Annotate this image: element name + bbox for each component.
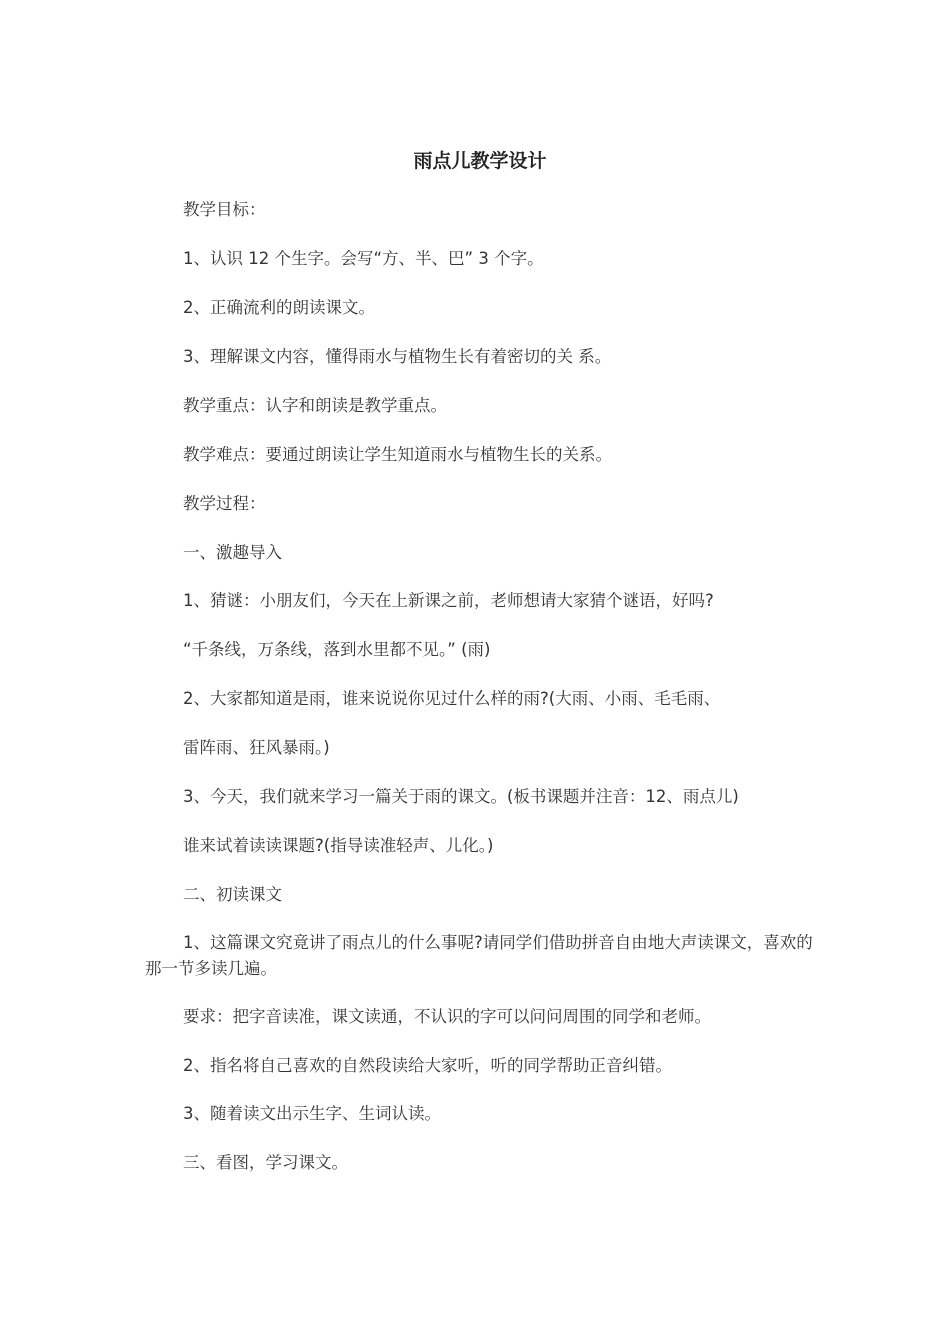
section-1-item-2: 2、大家都知道是雨，谁来说说你见过什么样的雨?(大雨、小雨、毛毛雨、 xyxy=(183,689,721,708)
section-1-item-2-cont: 雷阵雨、狂风暴雨。) xyxy=(183,738,330,757)
section-2-item-2: 2、指名将自己喜欢的自然段读给大家听，听的同学帮助正音纠错。 xyxy=(183,1056,672,1075)
section-3-heading: 三、看图，学习课文。 xyxy=(183,1153,348,1172)
section-1-item-3-cont: 谁来试着读读课题?(指导读准轻声、儿化。) xyxy=(183,836,494,855)
difficult-point: 教学难点：要通过朗读让学生知道雨水与植物生长的关系。 xyxy=(183,445,612,464)
objective-2: 2、正确流利的朗读课文。 xyxy=(183,298,375,317)
heading-process: 教学过程： xyxy=(183,494,266,513)
key-point: 教学重点：认字和朗读是教学重点。 xyxy=(183,396,447,415)
objective-1: 1、认识 12 个生字。会写“方、半、巴” 3 个字。 xyxy=(183,249,544,268)
section-2-heading: 二、初读课文 xyxy=(183,885,282,904)
section-1-item-1: 1、猜谜：小朋友们，今天在上新课之前，老师想请大家猜个谜语，好吗? xyxy=(183,591,714,610)
requirement: 要求：把字音读准，课文读通，不认识的字可以问问周围的同学和老师。 xyxy=(183,1007,711,1026)
section-2-item-1: 1、这篇课文究竟讲了雨点儿的什么事呢?请同学们借助拼音自由地大声读课文，喜欢的那一节多读几遍。 xyxy=(145,933,813,978)
heading-objectives: 教学目标： xyxy=(183,200,266,219)
riddle-text: “千条线，万条线，落到水里都不见。” (雨) xyxy=(183,640,491,659)
section-1-heading: 一、激趣导入 xyxy=(183,543,282,562)
objective-3: 3、理解课文内容，懂得雨水与植物生长有着密切的关 系。 xyxy=(183,347,612,366)
section-2-item-3: 3、随着读文出示生字、生词认读。 xyxy=(183,1104,441,1123)
document-title: 雨点儿教学设计 xyxy=(413,150,547,172)
section-1-item-3: 3、今天，我们就来学习一篇关于雨的课文。(板书课题并注音：12、雨点儿) xyxy=(183,787,739,806)
